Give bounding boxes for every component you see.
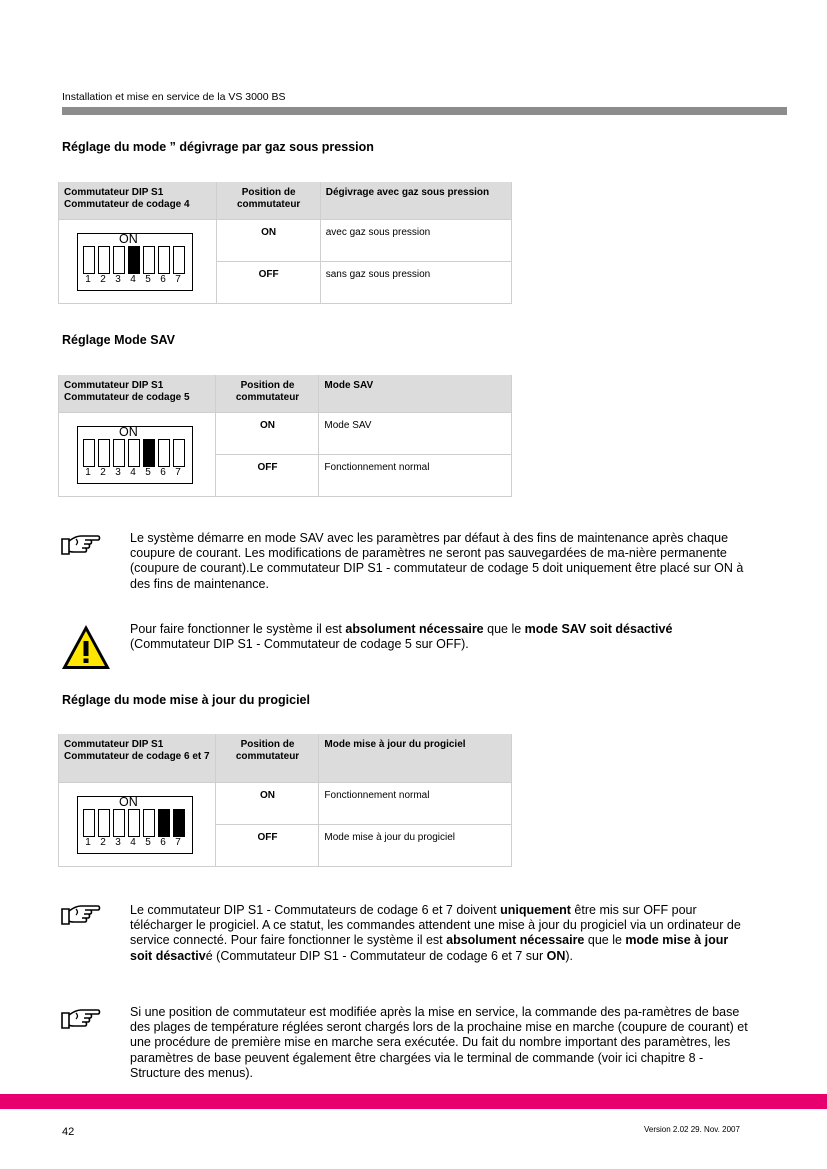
page-number: 42 (62, 1126, 75, 1138)
dip-switch-number: 7 (175, 273, 181, 285)
dip-switch-1 (83, 246, 95, 274)
table-header-position: Position de commutateur (215, 734, 319, 782)
position-value: OFF (215, 824, 319, 866)
header-divider-bar (62, 107, 787, 115)
section-title-sav: Réglage Mode SAV (62, 333, 175, 347)
dip-switch-number: 3 (115, 836, 121, 848)
pointing-hand-icon (60, 1007, 102, 1031)
dip-switch-5 (143, 246, 155, 274)
dip-switch-6 (158, 809, 170, 837)
dip-switch-7 (173, 439, 185, 467)
dip-switch-number: 7 (175, 836, 181, 848)
table-header-mode: Mode mise à jour du progiciel (319, 734, 512, 782)
warning-triangle-icon (60, 623, 112, 671)
dip-table-sav (58, 375, 512, 497)
note-base-params: Si une position de commutateur est modifiée après la mise en service, la commande des pa-ramètres de base des plages de température réglées seront chargés lors de la prochaine mise en marche (coupure de courant) et une procédure de première mise en marche sera exécutée. Du fait du nombre important des paramètres, les paramètres de base peuvent également être chargées via le terminal de commande (voir ici chapitre 8 - Structure des menus). (130, 1005, 748, 1080)
dip-on-label: ON (119, 794, 138, 809)
table-header-position: Position de commutateur (215, 375, 319, 412)
dip-switch-number: 2 (100, 466, 106, 478)
dip-switch-number: 4 (130, 836, 136, 848)
pointing-hand-icon (60, 903, 102, 927)
dip-on-label: ON (119, 231, 138, 246)
dip-switch-number: 2 (100, 836, 106, 848)
version-info: Version 2.02 29. Nov. 2007 (644, 1125, 740, 1134)
section-title-firmware-update: Réglage du mode mise à jour du progiciel (62, 693, 310, 707)
dip-switch-3 (113, 246, 125, 274)
dip-switch-2 (98, 439, 110, 467)
dip-on-label: ON (119, 424, 138, 439)
mode-description: Mode mise à jour du progiciel (319, 824, 512, 866)
mode-description: Fonctionnement normal (319, 454, 512, 496)
note-sav-warning: Pour faire fonctionner le système il est absolument nécessaire que le mode SAV soit désactivé (Commutateur DIP S1 - Commutateur de codage 5 sur OFF). (130, 622, 673, 652)
mode-description: sans gaz sous pression (320, 261, 511, 303)
dip-switch-number: 1 (85, 466, 91, 478)
dip-switch-number: 3 (115, 466, 121, 478)
table-header-switch: Commutateur DIP S1 Commutateur de codage 5 (59, 375, 216, 412)
dip-switch-number: 1 (85, 836, 91, 848)
dip-switch-5 (143, 809, 155, 837)
dip-switch-4 (128, 439, 140, 467)
dip-switch-number: 4 (130, 466, 136, 478)
dip-table-defrost (58, 182, 512, 304)
dip-switch-number: 5 (145, 836, 151, 848)
dip-switch-6 (158, 439, 170, 467)
dip-switch-3 (113, 439, 125, 467)
position-value: ON (216, 219, 320, 261)
dip-switch-diagram (77, 796, 193, 854)
dip-switch-2 (98, 809, 110, 837)
dip-switch-cell (59, 412, 216, 496)
position-value: OFF (216, 261, 320, 303)
section-title-defrost: Réglage du mode ” dégivrage par gaz sous pression (62, 140, 374, 154)
dip-switch-number: 6 (160, 273, 166, 285)
dip-switch-number: 6 (160, 466, 166, 478)
dip-switch-number: 1 (85, 273, 91, 285)
table-header-mode: Mode SAV (319, 375, 512, 412)
dip-switch-number: 3 (115, 273, 121, 285)
dip-switch-4 (128, 809, 140, 837)
dip-switch-3 (113, 809, 125, 837)
mode-description: Fonctionnement normal (319, 782, 512, 824)
mode-description: avec gaz sous pression (320, 219, 511, 261)
dip-switch-7 (173, 809, 185, 837)
mode-description: Mode SAV (319, 412, 512, 454)
dip-switch-number: 2 (100, 273, 106, 285)
dip-switch-2 (98, 246, 110, 274)
dip-table-firmware-update (58, 734, 512, 867)
dip-switch-number: 5 (145, 466, 151, 478)
dip-switch-7 (173, 246, 185, 274)
note-update-info: Le commutateur DIP S1 - Commutateurs de codage 6 et 7 doivent uniquement être mis sur OFF pour télécharger le progiciel. A ce statut, les commandes attendent une mise à jour du progiciel via un ordinateur de service connecté. Pour faire fonctionner le système il est absolument nécessaire que le mode mise à jour soit désactivé (Commutateur DIP S1 - Commutateur de codage 6 et 7 sur ON). (130, 903, 741, 963)
dip-switch-cell (59, 782, 216, 866)
dip-switch-1 (83, 439, 95, 467)
position-value: ON (215, 782, 319, 824)
dip-switch-4 (128, 246, 140, 274)
footer-bar (0, 1094, 827, 1109)
table-header-mode: Dégivrage avec gaz sous pression (320, 182, 511, 219)
position-value: ON (215, 412, 319, 454)
position-value: OFF (215, 454, 319, 496)
table-header-switch: Commutateur DIP S1 Commutateur de codage 4 (59, 182, 217, 219)
dip-switch-number: 4 (130, 273, 136, 285)
dip-switch-diagram (77, 426, 193, 484)
note-sav-info: Le système démarre en mode SAV avec les paramètres par défaut à des fins de maintenance après chaque coupure de courant. Les modifications de paramètres ne seront pas sauvegardées de ma-nière permanente (coupure de courant).Le commutateur DIP S1 - commutateur de codage 5 doit uniquement être placé sur ON à des fins de maintenance. (130, 531, 744, 591)
pointing-hand-icon (60, 533, 102, 557)
dip-switch-6 (158, 246, 170, 274)
dip-switch-1 (83, 809, 95, 837)
dip-switch-number: 5 (145, 273, 151, 285)
dip-switch-number: 7 (175, 466, 181, 478)
table-header-position: Position de commutateur (216, 182, 320, 219)
table-header-switch: Commutateur DIP S1 Commutateur de codage 6 et 7 (59, 734, 216, 782)
dip-switch-5 (143, 439, 155, 467)
document-header-title: Installation et mise en service de la VS 3000 BS (62, 91, 286, 103)
dip-switch-number: 6 (160, 836, 166, 848)
dip-switch-diagram (77, 233, 193, 291)
dip-switch-cell (59, 219, 217, 303)
